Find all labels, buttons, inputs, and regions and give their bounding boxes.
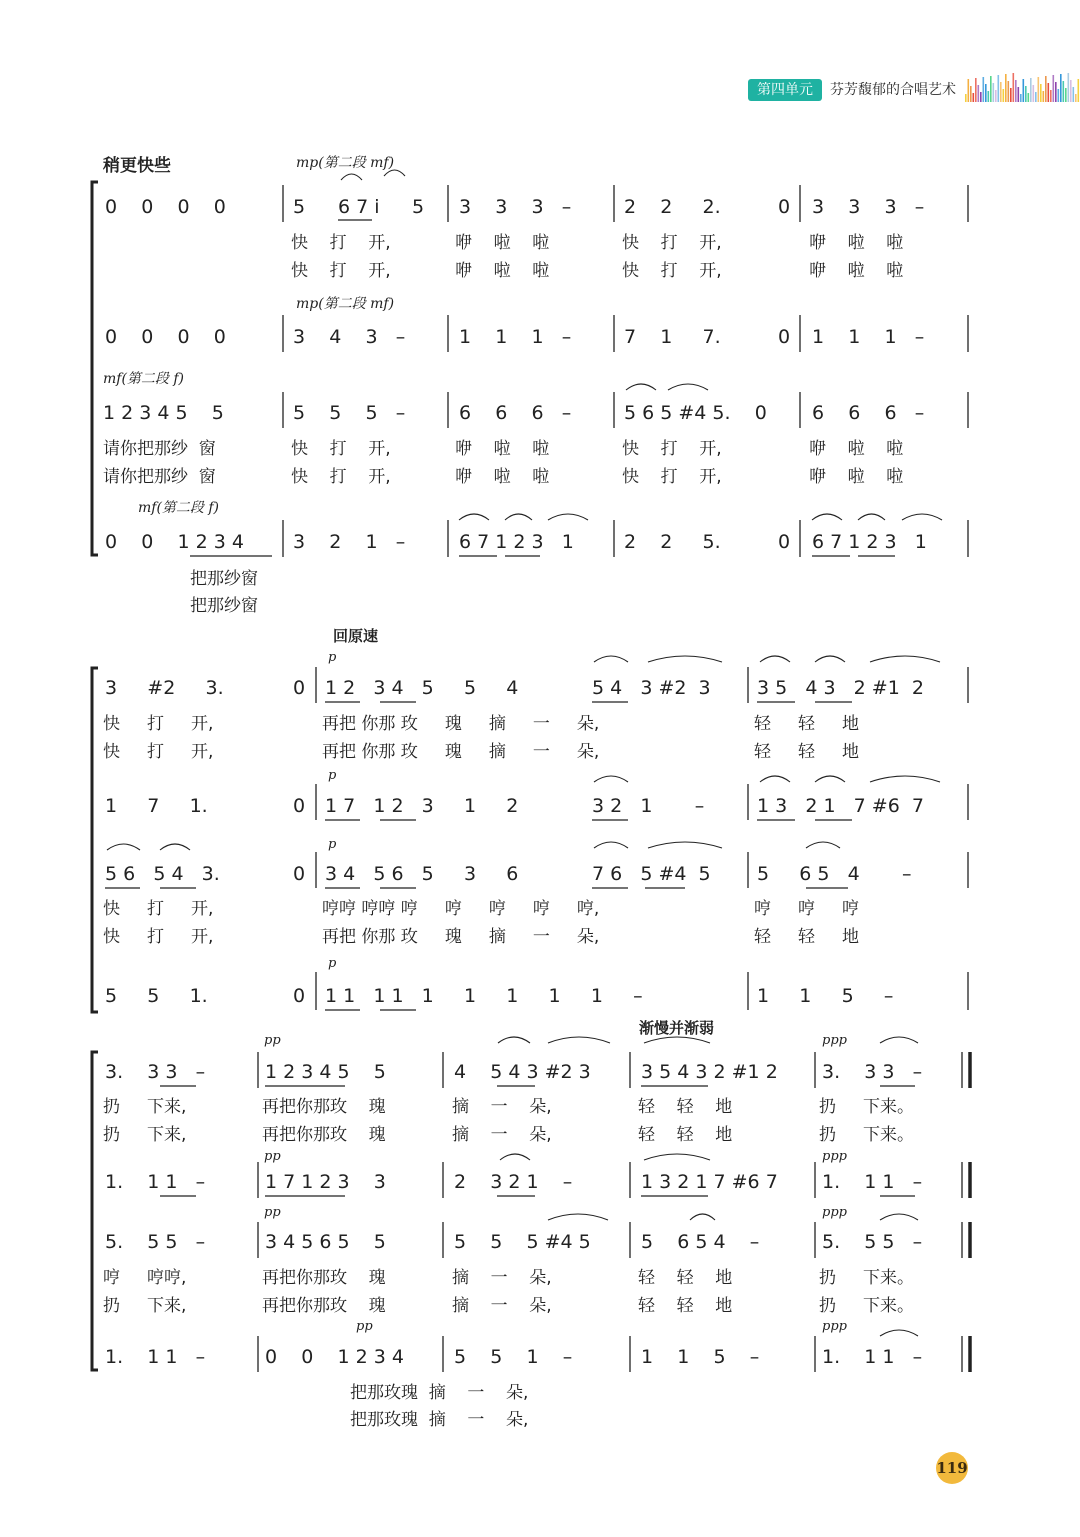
score-text: 6 7 1 2 3 1 bbox=[812, 531, 927, 553]
score-text: 把那纱窗 bbox=[190, 569, 258, 589]
score-text: 请你把那纱 窗 bbox=[103, 439, 216, 459]
score-text: p bbox=[328, 956, 337, 971]
score-text: 再把 你那 玫 瑰 摘 一 朵, bbox=[322, 742, 600, 762]
score-text: pp bbox=[264, 1033, 281, 1048]
score-text: pp bbox=[356, 1319, 373, 1334]
score-text: 快 打 开, bbox=[291, 233, 391, 253]
score-text: 0 bbox=[293, 677, 306, 699]
score-text: 把那玫瑰 摘 一 朵, bbox=[350, 1383, 529, 1403]
score-text: 5 4 3 #2 3 bbox=[592, 677, 711, 699]
slur bbox=[760, 776, 790, 782]
score-text: 再把 你那 玫 瑰 摘 一 朵, bbox=[322, 927, 600, 947]
score-text: mf(第二段 f) bbox=[138, 500, 220, 516]
score-text: 再把 你那 玫 瑰 摘 一 朵, bbox=[322, 714, 600, 734]
score-text: ppp bbox=[822, 1319, 847, 1334]
score-text: 5. 5 5 – bbox=[105, 1231, 206, 1253]
score-text: 1 3 2 1 7 #6 7 bbox=[757, 795, 924, 817]
score-text: 轻 轻 地 bbox=[638, 1268, 733, 1288]
score-text: 7 1 7. bbox=[624, 326, 721, 348]
score-text: 1 1 5 – bbox=[641, 1346, 760, 1368]
score-text: 快 打 开, bbox=[103, 899, 214, 919]
score-text: 快 打 开, bbox=[291, 261, 391, 281]
score-text: 1. 1 1 – bbox=[822, 1171, 923, 1193]
score-text: 0 0 1 2 3 4 bbox=[105, 531, 244, 553]
score-text: 再把你那玫 瑰 bbox=[262, 1097, 386, 1117]
score-text: 摘 一 朵, bbox=[452, 1097, 552, 1117]
score-text: 2 3 2 1 – bbox=[454, 1171, 573, 1193]
score-text: 6 6 6 – bbox=[812, 402, 925, 424]
score-text: 3 5 4 3 2 #1 2 bbox=[641, 1061, 778, 1083]
score-text: mf(第二段 f) bbox=[103, 371, 185, 387]
score-text: 快 打 开, bbox=[622, 467, 722, 487]
score-text: 摘 一 朵, bbox=[452, 1296, 552, 1316]
slur bbox=[594, 842, 628, 848]
score-text: 快 打 开, bbox=[291, 467, 391, 487]
score-text: 快 打 开, bbox=[103, 742, 214, 762]
slur bbox=[107, 844, 140, 850]
slur bbox=[594, 656, 628, 662]
slur bbox=[644, 1037, 710, 1043]
score-text: 0 bbox=[293, 795, 306, 817]
score-text: 再把你那玫 瑰 bbox=[262, 1296, 386, 1316]
slur bbox=[341, 174, 362, 180]
score-text: 轻 轻 地 bbox=[638, 1125, 733, 1145]
score-text: 5 bbox=[412, 196, 425, 218]
score-text: 5 6 5 4 – bbox=[641, 1231, 760, 1253]
slur bbox=[880, 1037, 918, 1043]
score-text: 1 7 1 2 3 3 bbox=[265, 1171, 386, 1193]
score-text: 5 bbox=[293, 196, 306, 218]
score-text: 3 2 1 – bbox=[293, 531, 406, 553]
score-text: 扔 下来, bbox=[103, 1097, 187, 1117]
score-text: ppp bbox=[822, 1033, 847, 1048]
score-text: 咿 啦 啦 bbox=[809, 467, 904, 487]
score-text: 再把你那玫 瑰 bbox=[262, 1125, 386, 1145]
score-text: 0 bbox=[778, 326, 791, 348]
unit-badge: 第四单元 bbox=[748, 79, 822, 101]
slur bbox=[548, 1037, 610, 1043]
score-text: 摘 一 朵, bbox=[452, 1268, 552, 1288]
score-text: 轻 轻 地 bbox=[754, 927, 860, 947]
score-text: 快 打 开, bbox=[291, 439, 391, 459]
score-text: 3 2 1 – bbox=[592, 795, 705, 817]
slur bbox=[870, 656, 940, 662]
system-bracket bbox=[92, 182, 98, 555]
score-text: 扔 下来。 bbox=[819, 1125, 915, 1145]
score-text: 渐慢并渐弱 bbox=[639, 1019, 715, 1037]
score-text: 请你把那纱 窗 bbox=[103, 467, 216, 487]
score-text: 3. 3 3 – bbox=[105, 1061, 206, 1083]
score-text: 咿 啦 啦 bbox=[455, 439, 550, 459]
score-text: 1 3 2 1 7 #6 7 bbox=[641, 1171, 778, 1193]
score-text: 6 7 1 2 3 1 bbox=[459, 531, 574, 553]
slur bbox=[160, 844, 190, 850]
score-text: mp(第二段 mf) bbox=[296, 296, 395, 312]
score-text: 1 1 1 1 1 1 1 1 1 – bbox=[325, 985, 643, 1007]
score-text: 1 7 1. bbox=[105, 795, 208, 817]
score-text: 5 5 5 #4 5 bbox=[454, 1231, 591, 1253]
score-text: 咿 啦 啦 bbox=[455, 233, 550, 253]
score-text: 6 6 6 – bbox=[459, 402, 572, 424]
score-text: 咿 啦 啦 bbox=[455, 467, 550, 487]
score-text: 4 5 4 3 #2 3 bbox=[454, 1061, 591, 1083]
score-text: 再把你那玫 瑰 bbox=[262, 1268, 386, 1288]
slur bbox=[594, 776, 628, 782]
score-text: p bbox=[328, 650, 337, 665]
score-text: 1 7 1 2 3 1 2 bbox=[325, 795, 519, 817]
score-text: 5 5 1. bbox=[105, 985, 208, 1007]
score-text: 快 打 开, bbox=[103, 927, 214, 947]
slur bbox=[459, 514, 489, 520]
score-text: 扔 下来, bbox=[103, 1125, 187, 1145]
score-text: 咿 啦 啦 bbox=[809, 439, 904, 459]
score-text: 咿 啦 啦 bbox=[455, 261, 550, 281]
slur bbox=[806, 842, 840, 848]
score-text: 把那玫瑰 摘 一 朵, bbox=[350, 1410, 529, 1430]
score-text: 3 3 3 – bbox=[459, 196, 572, 218]
score-text: 0 0 1 2 3 4 bbox=[265, 1346, 404, 1368]
score-text: 5 6 5 4 3. bbox=[105, 863, 220, 885]
score-text: 轻 轻 地 bbox=[754, 714, 860, 734]
unit-title: 芬芳馥郁的合唱艺术 bbox=[830, 82, 956, 98]
slur bbox=[880, 1330, 918, 1336]
score-text: 3 4 5 6 5 3 6 bbox=[325, 863, 519, 885]
score-text: pp bbox=[264, 1205, 281, 1220]
score-text: 1 2 3 4 5 5 4 bbox=[325, 677, 519, 699]
score-text: 摘 一 朵, bbox=[452, 1125, 552, 1145]
score-text: 0 0 0 0 bbox=[105, 326, 226, 348]
slur bbox=[648, 842, 722, 848]
score-text: 快 打 开, bbox=[622, 261, 722, 281]
page-number: 119 bbox=[936, 1452, 968, 1484]
score-text: 1 1 5 – bbox=[757, 985, 894, 1007]
score-text: 5 5 1 – bbox=[454, 1346, 573, 1368]
score-text: 咿 啦 啦 bbox=[809, 233, 904, 253]
score-text: mp(第二段 mf) bbox=[296, 155, 395, 171]
system-bracket bbox=[92, 668, 98, 1012]
score-text: 6 7 i bbox=[338, 196, 380, 218]
slur bbox=[690, 1214, 715, 1220]
slur bbox=[548, 1214, 608, 1220]
score-text: p bbox=[328, 837, 337, 852]
slur bbox=[870, 776, 940, 782]
score-text: 1 2 3 4 5 5 bbox=[103, 402, 224, 424]
score-text: 2 2 5. bbox=[624, 531, 721, 553]
score-text: 1 1 1 – bbox=[812, 326, 925, 348]
score-text: 0 bbox=[293, 863, 306, 885]
score-text: 3 #2 3. bbox=[105, 677, 224, 699]
score-text: 1 2 3 4 5 5 bbox=[265, 1061, 386, 1083]
score-text: ppp bbox=[822, 1149, 847, 1164]
slur bbox=[626, 384, 656, 390]
slur bbox=[812, 514, 842, 520]
score-text: 回原速 bbox=[333, 627, 379, 645]
score-text: 5 6 5 #4 5. 0 bbox=[624, 402, 767, 424]
score-text: 5 5 5 – bbox=[293, 402, 406, 424]
score-text: 3. 3 3 – bbox=[822, 1061, 923, 1083]
score-text: 0 0 0 0 bbox=[105, 196, 226, 218]
slur bbox=[858, 514, 885, 520]
score-text: 快 打 开, bbox=[622, 233, 722, 253]
score-text: 轻 轻 地 bbox=[638, 1296, 733, 1316]
score-text: 稍更快些 bbox=[103, 156, 171, 176]
slur bbox=[498, 1037, 530, 1043]
score-text: 1. 1 1 – bbox=[105, 1346, 206, 1368]
score-text: 扔 下来。 bbox=[819, 1268, 915, 1288]
score-text: 哼哼 哼哼 哼 哼 哼 哼 哼, bbox=[322, 899, 600, 919]
slur bbox=[500, 1154, 530, 1160]
system-bracket bbox=[92, 1052, 98, 1370]
score-text: 扔 下来。 bbox=[819, 1296, 915, 1316]
score-text: 扔 下来。 bbox=[819, 1097, 915, 1117]
slur bbox=[815, 656, 845, 662]
score-text: 3 5 4 3 2 #1 2 bbox=[757, 677, 924, 699]
score-text: 1 1 1 – bbox=[459, 326, 572, 348]
score-text: 3 3 3 – bbox=[812, 196, 925, 218]
slur bbox=[902, 514, 942, 520]
score-text: 3 4 5 6 5 5 bbox=[265, 1231, 386, 1253]
score-text: p bbox=[328, 768, 337, 783]
slur bbox=[648, 656, 722, 662]
slur bbox=[505, 514, 532, 520]
slur bbox=[880, 1214, 918, 1220]
slur bbox=[548, 514, 588, 520]
score-text: 0 bbox=[778, 196, 791, 218]
score-text: 7 6 5 #4 5 bbox=[592, 863, 711, 885]
score-text: 咿 啦 啦 bbox=[809, 261, 904, 281]
slur bbox=[815, 776, 845, 782]
score-text: 快 打 开, bbox=[622, 439, 722, 459]
score-text: 0 bbox=[293, 985, 306, 1007]
slur bbox=[668, 384, 708, 390]
score-text: 2 2 2. bbox=[624, 196, 721, 218]
score-text: 0 bbox=[778, 531, 791, 553]
score-text: ppp bbox=[822, 1205, 847, 1220]
slur bbox=[644, 1154, 710, 1160]
score-text: 3 4 3 – bbox=[293, 326, 406, 348]
score-text: 5 6 5 4 – bbox=[757, 863, 912, 885]
score-text: 轻 轻 地 bbox=[754, 742, 860, 762]
score-text: 轻 轻 地 bbox=[638, 1097, 733, 1117]
score-text: 扔 下来, bbox=[103, 1296, 187, 1316]
score-text: 快 打 开, bbox=[103, 714, 214, 734]
score-text: 哼 哼 哼 bbox=[754, 899, 860, 919]
score-text: 哼 哼哼, bbox=[103, 1268, 187, 1288]
score-text: 5. 5 5 – bbox=[822, 1231, 923, 1253]
score-text: pp bbox=[264, 1149, 281, 1164]
score-text: 把那纱窗 bbox=[190, 596, 258, 616]
score-text: 1. 1 1 – bbox=[105, 1171, 206, 1193]
score-text: 1. 1 1 – bbox=[822, 1346, 923, 1368]
slur bbox=[760, 656, 790, 662]
